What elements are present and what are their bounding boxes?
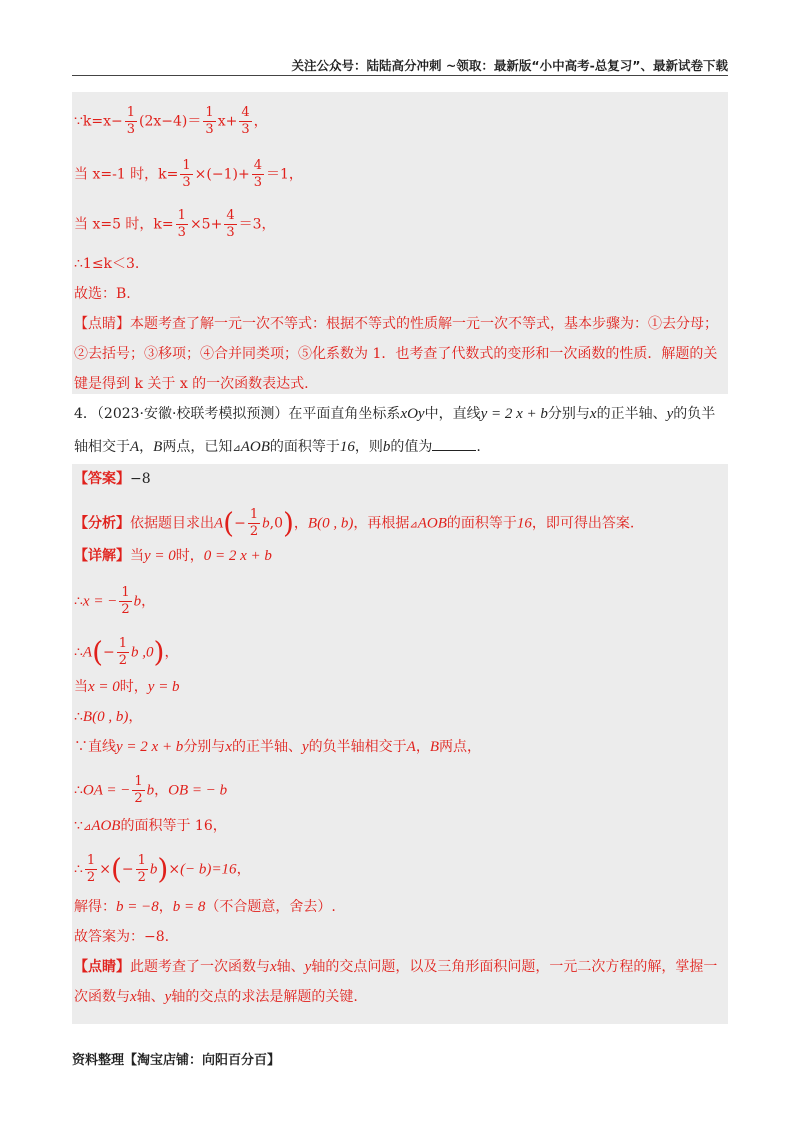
detail-line-1: 【详解】当y = 0时，0 = 2 x + b: [74, 548, 272, 564]
detail-line-9: ∴ $\frac{1}{2}$ ×(− $\frac{1}{2}$ b)×(− b)=16，: [74, 852, 251, 886]
prev-line-1: ∵k=x− $\frac{1}{3}$ (2x−4)＝ $\frac{1}{3}$ x+ $\frac{4}{3}$ ，: [74, 105, 268, 137]
page-footer: 资料整理【淘宝店铺：向阳百分百】: [72, 1053, 281, 1068]
analysis-line: 【分析】依据题目求出A(− $\frac{1}{2}$ b,0)，B(0 , b)，再根据⊿AOB的面积等于16，即可得出答案.: [74, 506, 635, 540]
prev-comment-line-3: 键是得到 k 关于 x 的一次函数表达式.: [74, 376, 309, 392]
detail-line-7: ∴OA = − $\frac{1}{2}$ b，OB = − b: [74, 774, 228, 806]
prev-comment-line-1: 【点睛】本题考查了解一元一次不等式：根据不等式的性质解一元一次不等式，基本步骤为：①去分母；: [74, 316, 718, 332]
comment-line-1: 【点睛】此题考查了一次函数与x轴、y轴的交点问题，以及三角形面积问题，一元二次方程的解，掌握一: [74, 959, 718, 975]
question-4-line-1: 4．（2023·安徽·校联考模拟预测）在平面直角坐标系xOy中，直线y = 2 x + b分别与x的正半轴、y的负半: [74, 406, 716, 422]
page-header: 关注公众号：陆陆高分冲刺 ~领取：最新版“小中高考-总复习”、最新试卷下载: [291, 58, 728, 73]
detail-line-10: 解得：b = −8，b = 8（不合题意，舍去）.: [74, 899, 336, 915]
detail-line-2: ∴x = − $\frac{1}{2}$ b，: [74, 585, 156, 617]
header-divider: [72, 75, 728, 76]
detail-line-11: 故答案为：−8.: [74, 929, 170, 945]
comment-line-2: 次函数与x轴、y轴的交点的求法是解题的关键.: [74, 989, 358, 1005]
prev-comment-line-2: ②去括号；③移项；④合并同类项；⑤化系数为 1．也考查了代数式的变形和一次函数的性质．解题的关: [74, 346, 718, 362]
answer-blank: [432, 436, 476, 451]
question-4-line-2: 轴相交于A，B两点，已知⊿AOB的面积等于16，则b的值为 .: [74, 436, 481, 459]
detail-line-4: 当x = 0时，y = b: [74, 679, 180, 695]
prev-line-2: 当 x=-1 时，k= $\frac{1}{3}$ ×(−1)+ $\frac{4}{3}$ ＝1，: [74, 158, 303, 190]
prev-line-4: ∴1≤k＜3.: [74, 256, 140, 272]
prev-line-5: 故选：B.: [74, 286, 131, 302]
prev-line-3: 当 x=5 时，k= $\frac{1}{3}$ ×5+ $\frac{4}{3}$ ＝3，: [74, 208, 276, 240]
detail-line-3: ∴A(− $\frac{1}{2}$ b ,0)，: [74, 635, 179, 669]
answer-line: 【答案】−8: [74, 471, 151, 487]
detail-line-8: ∵⊿AOB的面积等于 16，: [74, 818, 227, 834]
detail-line-6: ∵直线y = 2 x + b分别与x的正半轴、y的负半轴相交于A，B两点，: [74, 739, 481, 755]
detail-line-5: ∴B(0 , b)，: [74, 709, 143, 725]
